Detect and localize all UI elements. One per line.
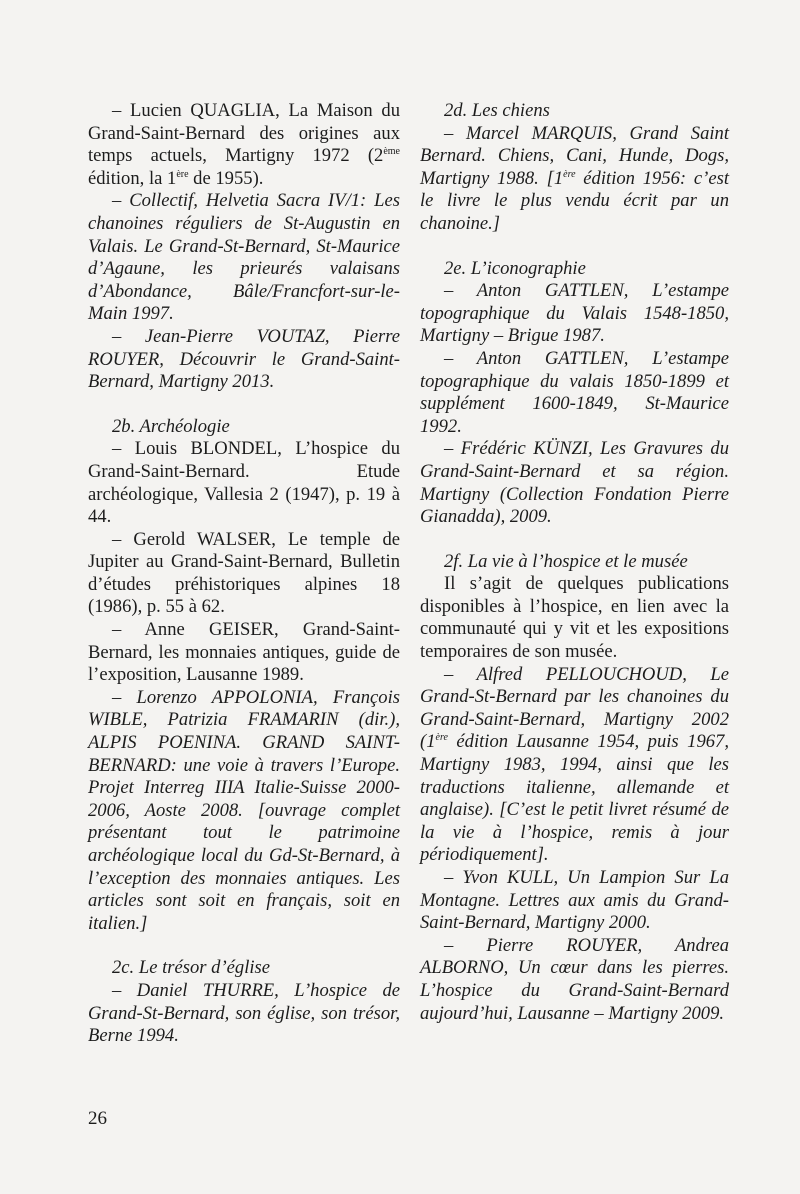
bibliography-entry-collectif: – Collectif, Helvetia Sacra IV/1: Les chanoines réguliers de St-Augustin en Valais. Le Grand-St-Bernard, St-Maurice d’Agaune, les prieurés valaisans d’Abondance, Bâle/Francfort-sur-le-Main 1997. [88, 190, 400, 325]
bibliography-entry-pellouchoud [420, 664, 729, 867]
bibliography-entry-kunzi: – Frédéric KÜNZI, Les Gravures du Grand-Saint-Bernard et sa région. Martigny (Collection Fondation Pierre Gianadda), 2009. [420, 438, 729, 528]
superscript: ère [563, 168, 576, 180]
bibliography-entry-appolonia: – Lorenzo APPOLONIA, François WIBLE, Patrizia FRAMARIN (dir.), ALPIS POENINA. GRAND SAINT-BERNARD: une voie à travers l’Europe. Projet Interreg IIIA Italie-Suisse 2000-2006, Aoste 2008. [ouvrage complet présentant tout le patrimoine archéologique local du Gd-St-Bernard, à l’exception des monnaies antiques. Les articles sont soit en français, soit en italien.] [88, 686, 400, 934]
bibliography-entry-quaglia [88, 100, 400, 190]
section-heading-iconographie: 2e. L’iconographie [444, 257, 586, 279]
entry-text: édition 1956: c’est le livre le plus vendu écrit par un chanoine.] [420, 167, 729, 234]
entry-text: – Lucien QUAGLIA, La Maison du Grand-Saint-Bernard des origines aux temps actuels, Martigny 1972 (2 [88, 100, 400, 167]
section-heading-tresor: 2c. Le trésor d’église [112, 957, 271, 979]
entry-text: – Alfred PELLOUCHOUD, Le Grand-St-Bernard par les chanoines du Grand-Saint-Bernard, Martigny 2002 (1 [420, 663, 729, 753]
right-column [420, 100, 729, 1025]
bibliography-entry-walser: – Gerold WALSER, Le temple de Jupiter au Grand-Saint-Bernard, Bulletin d’études préhistoriques alpines 18 (1986), p. 55 à 62. [88, 528, 400, 618]
section-heading-vie: 2f. La vie à l’hospice et le musée [444, 550, 688, 572]
left-column [88, 100, 400, 1048]
bibliography-entry-geiser: – Anne GEISER, Grand-Saint-Bernard, les monnaies antiques, guide de l’exposition, Lausanne 1989. [88, 619, 400, 686]
bibliography-entry-blondel: – Louis BLONDEL, L’hospice du Grand-Saint-Bernard. Etude archéologique, Vallesia 2 (1947), p. 19 à 44. [88, 438, 400, 528]
bibliography-entry-voutaz: – Jean-Pierre VOUTAZ, Pierre ROUYER, Découvrir le Grand-Saint-Bernard, Martigny 2013. [88, 325, 400, 393]
section-heading-chiens: 2d. Les chiens [444, 100, 550, 121]
bibliography-entry-gattlen-1: – Anton GATTLEN, L’estampe topographique du Valais 1548-1850, Martigny – Brigue 1987. [420, 280, 729, 347]
entry-text: de 1955). [188, 167, 264, 189]
bibliography-entry-rouyer: – Pierre ROUYER, Andrea ALBORNO, Un cœur dans les pierres. L’hospice du Grand-Saint-Bernard aujourd’hui, Lausanne – Martigny 2009. [420, 934, 729, 1024]
entry-text: – Marcel MARQUIS, Grand Saint Bernard. Chiens, Cani, Hunde, Dogs, Martigny 1988. [1 [420, 122, 729, 189]
section-intro-paragraph: Il s’agit de quelques publications disponibles à l’hospice, en lien avec la communauté qui y vit et les expositions temporaires de son musée. [420, 573, 729, 663]
bibliography-entry-thurre: – Daniel THURRE, L’hospice de Grand-St-Bernard, son église, son trésor, Berne 1994. [88, 979, 400, 1047]
bibliography-entry-gattlen-2: – Anton GATTLEN, L’estampe topographique du valais 1850-1899 et supplément 1600-1849, St-Maurice 1992. [420, 347, 729, 437]
superscript: ère [435, 732, 448, 744]
superscript: ème [383, 146, 400, 157]
bibliography-entry-kull: – Yvon KULL, Un Lampion Sur La Montagne. Lettres aux amis du Grand-Saint-Bernard, Martigny 2000. [420, 867, 729, 934]
page-number: 26 [88, 1108, 107, 1129]
entry-text: édition Lausanne 1954, puis 1967, Martigny 1983, 1994, ainsi que les traductions italienne, allemande et anglaise). [C’est le petit livret résumé de la vie à l’hospice, remis à jour périodiquement]. [420, 731, 729, 866]
bibliography-entry-marquis [420, 123, 729, 236]
superscript: ère [176, 168, 189, 180]
section-heading-archeologie: 2b. Archéologie [112, 415, 230, 437]
entry-text: édition, la 1 [88, 167, 177, 189]
